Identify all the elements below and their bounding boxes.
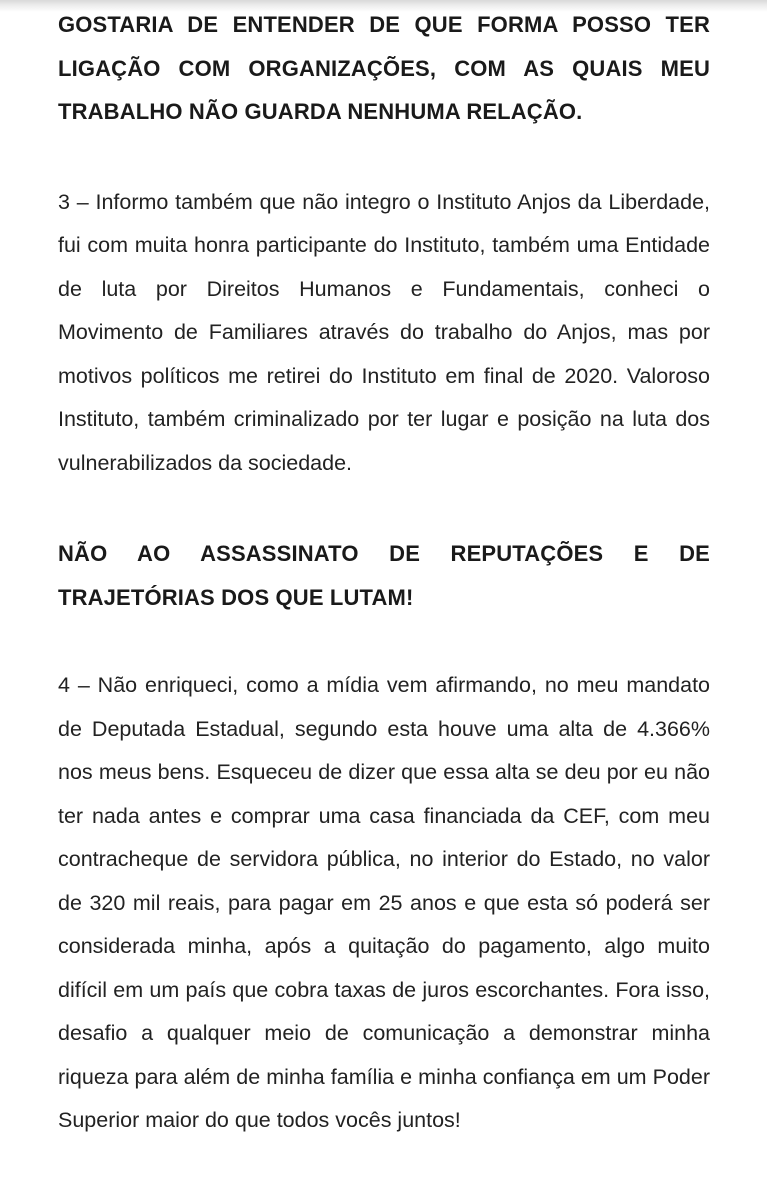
paragraph-4-assets: 4 – Não enriqueci, como a mídia vem afirmando, no meu mandato de Deputada Estadual, segundo esta houve uma alta de 4.366% nos meus bens. Esqueceu de dizer que essa alta se deu por eu não ter nada antes e comprar uma casa financiada da CEF, com meu contracheque de servidora pública, no interior do Estado, no valor de 320 mil reais, para pagar em 25 anos e que esta só poderá ser considerada minha, após a quitação do pagamento, algo muito difícil em um país que cobra taxas de juros escorchantes. Fora isso, desafio a qualquer meio de comunicação a demonstrar minha riqueza para além de minha família e minha confiança em um Poder Superior maior do que todos vocês juntos! [58,673,710,1132]
paragraph-3-instituto-anjos: 3 – Informo também que não integro o Instituto Anjos da Liberdade, fui com muita honra participante do Instituto, também uma Entidade de luta por Direitos Humanos e Fundamentais, conheci o Movimento de Familiares através do trabalho do Anjos, mas por motivos políticos me retirei do Instituto em final de 2020. Valoroso Instituto, também criminalizado por ter lugar e posição na luta dos vulnerabilizados da sociedade. [58,189,710,475]
heading-reputations-slogan: NÃO AO ASSASSINATO DE REPUTAÇÕES E DE TRAJETÓRIAS DOS QUE LUTAM! [58,541,710,610]
paragraph-spacer [58,619,710,664]
document-body [58,3,710,1143]
paragraph-spacer [58,134,710,181]
paragraph-spacer [58,485,710,532]
heading-organizations-question: GOSTARIA DE ENTENDER DE QUE FORMA POSSO TER LIGAÇÃO COM ORGANIZAÇÕES, COM AS QUAIS MEU TRABALHO NÃO GUARDA NENHUMA RELAÇÃO. [58,12,710,124]
